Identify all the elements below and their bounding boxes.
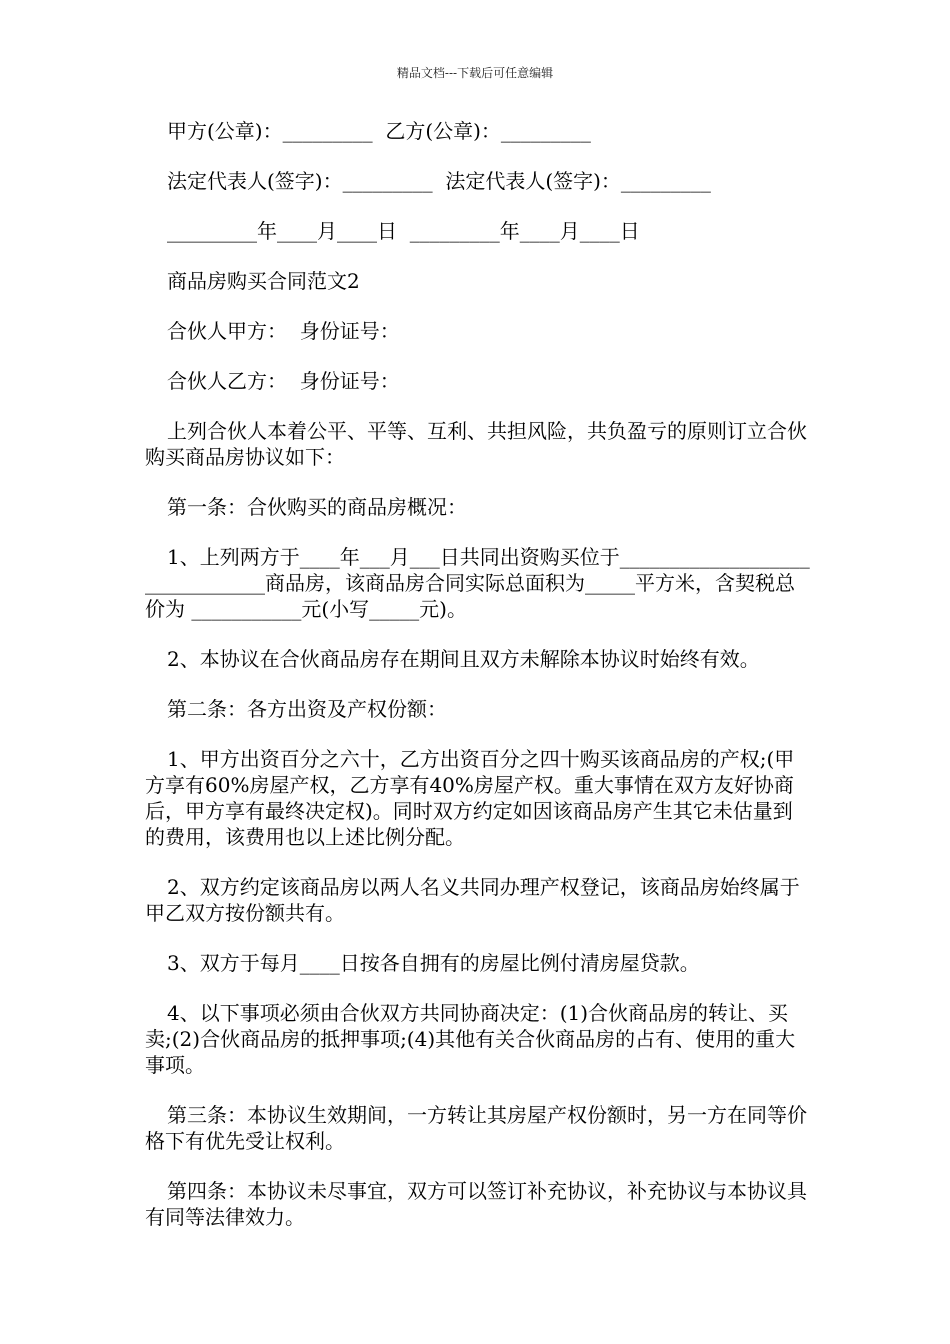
article-1-heading: 第一条：合伙购买的商品房概况： — [167, 495, 467, 519]
page-header-watermark: 精品文档---下载后可任意编辑 — [396, 66, 554, 80]
partner-a-line: 合伙人甲方： 身份证号： — [167, 319, 400, 343]
signature-representative-line: 法定代表人(签字)：_________ 法定代表人(签字)：_________ — [167, 169, 711, 193]
article-1-clause-1: 1、上列两方于____年___月___日共同出资购买位于_______________________________商品房，该商品房合同实际总面积为_____平方米，含契税总价为 ___________元(小写_____元)。 — [145, 545, 810, 621]
article-2-clause-2: 2、双方约定该商品房以两人名义共同办理产权登记，该商品房始终属于甲乙双方按份额共有。 — [145, 875, 800, 925]
signature-date-line: _________年____月____日 _________年____月____日 — [167, 219, 640, 243]
partner-b-line: 合伙人乙方： 身份证号： — [167, 369, 400, 393]
document-body — [145, 118, 810, 1254]
intro-paragraph: 上列合伙人本着公平、平等、互利、共担风险，共负盈亏的原则订立合伙购买商品房协议如下： — [145, 419, 807, 469]
article-1-clause-2: 2、本协议在合伙商品房存在期间且双方未解除本协议时始终有效。 — [167, 647, 760, 671]
article-2-clause-4: 4、以下事项必须由合伙双方共同协商决定：(1)合伙商品房的转让、买卖;(2)合伙商品房的抵押事项;(4)其他有关合伙商品房的占有、使用的重大事项。 — [145, 1001, 796, 1077]
article-2-clause-3: 3、双方于每月____日按各自拥有的房屋比例付清房屋贷款。 — [167, 951, 700, 975]
article-4: 第四条：本协议未尽事宜，双方可以签订补充协议，补充协议与本协议具有同等法律效力。 — [145, 1179, 807, 1229]
section-title: 商品房购买合同范文2 — [167, 269, 360, 293]
article-2-clause-1: 1、甲方出资百分之六十，乙方出资百分之四十购买该商品房的产权;(甲方享有60%房屋产权，乙方享有40%房屋产权。重大事情在双方友好协商后，甲方享有最终决定权)。同时双方约定如因该商品房产生其它未估量到的费用，该费用也以上述比例分配。 — [145, 747, 795, 849]
article-3: 第三条：本协议生效期间，一方转让其房屋产权份额时，另一方在同等价格下有优先受让权利。 — [145, 1103, 807, 1153]
signature-seal-line: 甲方(公章)：_________ 乙方(公章)：_________ — [167, 119, 591, 143]
article-2-heading: 第二条：各方出资及产权份额： — [167, 697, 447, 721]
